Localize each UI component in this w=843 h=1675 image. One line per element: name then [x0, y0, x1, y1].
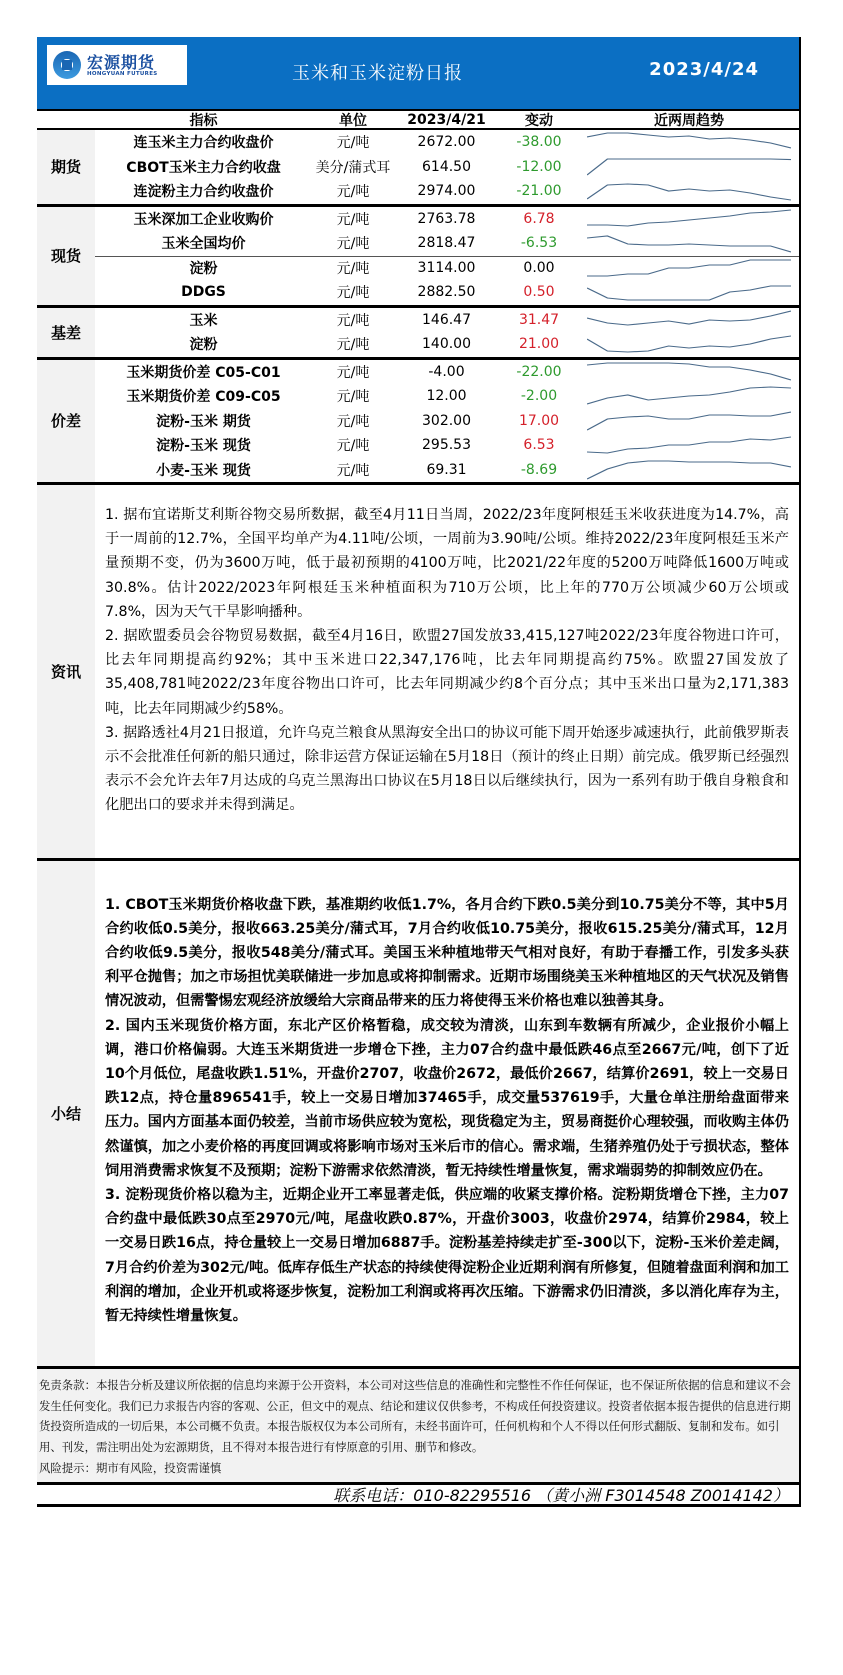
column-header-trend: 近两周趋势	[654, 112, 724, 129]
change-cell: -21.00	[516, 183, 562, 200]
report-header	[37, 37, 799, 109]
indicator-name: 玉米期货价差 C05-C01	[126, 364, 281, 381]
sparkline-chart	[579, 231, 799, 255]
unit-cell: 元/吨	[336, 364, 370, 381]
indicator-name: 淀粉-玉米 现货	[156, 438, 251, 455]
column-header-change: 变动	[525, 112, 553, 129]
table-row	[95, 155, 799, 180]
indicator-name: CBOT玉米主力合约收盘	[126, 159, 281, 176]
section-label: 期货	[37, 130, 95, 204]
table-row	[95, 207, 799, 232]
change-cell: 6.78	[523, 210, 555, 227]
unit-cell: 美分/蒲式耳	[315, 159, 391, 176]
sparkline-chart	[579, 332, 799, 356]
summary-paragraph: 3. 淀粉现货价格以稳为主，近期企业开工率显著走低，供应端的收紧支撑价格。淀粉期货增仓下挫，主力07合约盘中最低跌30点至2970元/吨，尾盘收跌0.87%，开盘价3003，收盘价2974，结算价2984，较上一交易日跌16点，持仓量较上一交易日增加6887手。淀粉基差持续走扩至-300以下，淀粉-玉米价差走阔，7月合约价差为302元/吨。低库存低生产状态的持续使得淀粉企业近期利润有所修复，但随着盘面利润和加工利润的增加，企业开机或将逐步恢复，淀粉加工利润或将再次压缩。下游需求仍旧清淡，多以消化库存为主，暂无持续性增量恢复。	[105, 1187, 789, 1325]
news-paragraph: 2. 据欧盟委员会谷物贸易数据，截至4月16日，欧盟27国发放33,415,127吨2022/23年度谷物进口许可，比去年同期提高约92%；其中玉米进口22,347,176吨，比去年同期提高约75%。欧盟27国发放了35,408,781吨2022/23年度谷物出口许可，比去年同期减少约8个百分点；其中玉米出口量为2,171,383吨，比去年同期减少约58%。	[105, 628, 789, 717]
value-cell: 2818.47	[417, 235, 476, 252]
column-header-value: 2023/4/21	[407, 111, 486, 128]
summary-label: 小结	[37, 861, 95, 1367]
value-cell: 295.53	[422, 437, 471, 454]
indicator-name: 小麦-玉米 现货	[156, 462, 251, 479]
table-row	[95, 458, 799, 483]
logo-mark-icon	[53, 51, 81, 79]
table-row	[95, 433, 799, 458]
indicator-name: 玉米全国均价	[161, 236, 246, 253]
section-label: 价差	[37, 360, 95, 483]
logo-chinese-name: 宏源期货	[87, 52, 156, 72]
news-body	[95, 485, 799, 858]
change-cell: -12.00	[516, 158, 562, 175]
indicator-name: DDGS	[181, 284, 226, 301]
value-cell: 2672.00	[417, 134, 476, 151]
table-row	[95, 130, 799, 155]
value-cell: 146.47	[422, 311, 471, 328]
company-logo	[47, 45, 187, 85]
indicator-name: 连玉米主力合约收盘价	[133, 135, 274, 152]
value-cell: 69.31	[426, 461, 467, 478]
change-cell: -38.00	[516, 134, 562, 151]
unit-cell: 元/吨	[336, 337, 370, 354]
unit-cell: 元/吨	[336, 135, 370, 152]
unit-cell: 元/吨	[336, 413, 370, 430]
change-cell: -8.69	[520, 461, 558, 478]
disclaimer-text: 免责条款：本报告分析及建议所依据的信息均来源于公开资料，本公司对这些信息的准确性和完整性不作任何保证，也不保证所依据的信息和建议不会发生任何变化。我们已力求报告内容的客观、公正，但文中的观点、结论和建议仅供参考，不构成任何投资建议。投资者依据本报告提供的信息进行期货投资所造成的一切后果，本公司概不负责。本报告版权仅为本公司所有，未经书面许可，任何机构和个人不得以任何形式翻版、复制和发布。如引用、刊发，需注明出处为宏源期货，且不得对本报告进行有悖原意的引用、删节和修改。	[39, 1378, 791, 1455]
value-cell: 140.00	[422, 336, 471, 353]
sparkline-chart	[579, 280, 799, 304]
sparkline-chart	[579, 409, 799, 433]
sparkline-chart	[579, 458, 799, 482]
logo-english-name: HONGYUAN FUTURES	[87, 70, 158, 77]
unit-cell: 元/吨	[336, 211, 370, 228]
table-row	[95, 384, 799, 409]
report-frame	[37, 37, 801, 1507]
news-section	[37, 485, 799, 861]
table-section	[37, 360, 799, 486]
column-header-indicator: 指标	[189, 112, 218, 129]
sparkline-chart	[579, 308, 799, 332]
sparkline-chart	[579, 256, 799, 280]
unit-cell: 元/吨	[336, 438, 370, 455]
sparkline-chart	[579, 130, 799, 154]
change-cell: 6.53	[523, 437, 555, 454]
table-row	[95, 332, 799, 357]
table-row	[95, 256, 799, 281]
value-cell: 3114.00	[417, 260, 476, 277]
table-row	[95, 308, 799, 333]
unit-cell: 元/吨	[336, 389, 370, 406]
unit-cell: 元/吨	[336, 261, 370, 278]
sparkline-chart	[579, 433, 799, 457]
indicator-name: 玉米期货价差 C09-C05	[126, 389, 281, 406]
report-date: 2023/4/24	[649, 59, 759, 80]
unit-cell: 元/吨	[336, 236, 370, 253]
change-cell: 21.00	[518, 336, 560, 353]
value-cell: 614.50	[422, 158, 471, 175]
unit-cell: 元/吨	[336, 462, 370, 479]
summary-paragraph: 1. CBOT玉米期货价格收盘下跌，基准期约收低1.7%，各月合约下跌0.5美分到10.75美分不等，其中5月合约收低0.5美分，报收663.25美分/蒲式耳，7月合约收低10.75美分，报收615.25美分/蒲式耳，12月合约收低9.5美分，报收548美分/蒲式耳。美国玉米种植地带天气相对良好，有助于春播工作，引发多头获利平仓抛售；加之市场担忧美联储进一步加息或将抑制需求。近期市场围绕美玉米种植地区的天气状况及销售情况波动，但需警惕宏观经济放缓给大宗商品带来的压力将使得玉米价格也难以独善其身。	[105, 896, 789, 1010]
summary-paragraph: 2. 国内玉米现货价格方面，东北产区价格暂稳，成交较为清淡，山东到车数辆有所减少，企业报价小幅上调，港口价格偏弱。大连玉米期货进一步增仓下挫，主力07合约盘中最低跌46点至2667元/吨，创下了近10个月低位，尾盘收跌1.51%，开盘价2707，收盘价2672，最低价2667，结算价2691，较上一交易日跌12点，持仓量896541手，较上一交易日增加37465手，成交量537619手，大量仓单注册给盘面带来压力。国内方面基本面仍较差，当前市场供应较为宽松，现货稳定为主，贸易商挺价心理较强，而收购主体仍然谨慎，加之小麦价格的再度回调或将影响市场对玉米后市的信心。需求端，生猪养殖仍处于亏损状态，整体饲用消费需求恢复不及预期；淀粉下游需求依然清淡，暂无持续性增量恢复，需求端弱势的抑制效应仍在。	[105, 1017, 789, 1179]
table-row	[95, 179, 799, 204]
sparkline-chart	[579, 179, 799, 203]
change-cell: -2.00	[520, 388, 558, 405]
table-row	[95, 409, 799, 434]
summary-section	[37, 861, 799, 1370]
change-cell: 31.47	[518, 311, 560, 328]
change-cell: 0.00	[523, 260, 555, 277]
sparkline-chart	[579, 384, 799, 408]
indicator-name: 玉米深加工企业收购价	[133, 211, 274, 228]
risk-warning: 风险提示：期市有风险，投资需谨慎	[39, 1460, 222, 1475]
indicator-name: 淀粉	[189, 337, 218, 354]
news-paragraph: 3. 据路透社4月21日报道，允许乌克兰粮食从黑海安全出口的协议可能下周开始逐步减速执行，此前俄罗斯表示不会批准任何新的船只通过，除非运营方保证运输在5月18日（预计的终止日期）前完成。俄罗斯已经强烈表示不会允许去年7月达成的乌克兰黑海出口协议在5月18日以后继续执行，因为一系列有助于俄自身粮食和化肥出口的要求并未得到满足。	[105, 724, 789, 814]
value-cell: 2974.00	[417, 183, 476, 200]
disclaimer	[37, 1369, 799, 1485]
unit-cell: 元/吨	[336, 285, 370, 302]
data-table	[37, 130, 799, 485]
table-section	[37, 207, 799, 308]
section-label: 基差	[37, 308, 95, 357]
table-column-header	[37, 109, 799, 130]
value-cell: 2763.78	[417, 210, 476, 227]
table-row	[95, 231, 799, 256]
value-cell: 2882.50	[417, 284, 476, 301]
change-cell: -6.53	[520, 235, 558, 252]
column-header-unit: 单位	[339, 112, 367, 129]
sparkline-chart	[579, 360, 799, 384]
news-paragraph: 1. 据布宜诺斯艾利斯谷物交易所数据，截至4月11日当周，2022/23年度阿根廷玉米收获进度为14.7%，高于一周前的12.7%，全国平均单产为4.11吨/公顷，一周前为3.90吨/公顷。维持2022/23年度阿根廷玉米产量预期不变，仍为3600万吨，低于最初预期的4100万吨，比2021/22年度的5200万吨降低1600万吨或30.8%。估计2022/2023年阿根廷玉米种植面积为710万公顷，比上年的770万公顷减少60万公顷或7.8%，因为天气干旱影响播种。	[105, 507, 789, 620]
summary-body	[95, 861, 799, 1367]
table-section	[37, 130, 799, 207]
change-cell: 17.00	[518, 412, 560, 429]
indicator-name: 淀粉	[189, 261, 218, 278]
section-label: 现货	[37, 207, 95, 305]
unit-cell: 元/吨	[336, 184, 370, 201]
value-cell: 12.00	[426, 388, 467, 405]
report-title: 玉米和玉米淀粉日报	[292, 63, 463, 84]
table-section	[37, 308, 799, 360]
sparkline-chart	[579, 155, 799, 179]
indicator-name: 淀粉-玉米 期货	[156, 413, 251, 430]
value-cell: 302.00	[422, 412, 471, 429]
change-cell: -22.00	[516, 363, 562, 380]
change-cell: 0.50	[523, 284, 555, 301]
daily-report	[37, 37, 801, 1507]
table-row	[95, 360, 799, 385]
sparkline-chart	[579, 207, 799, 231]
contact-info: 联系电话：010-82295516 （黄小洲 F3014548 Z0014142）	[37, 1485, 799, 1507]
table-row	[95, 280, 799, 305]
news-label: 资讯	[37, 485, 95, 858]
value-cell: -4.00	[428, 363, 465, 380]
indicator-name: 玉米	[189, 312, 218, 329]
unit-cell: 元/吨	[336, 312, 370, 329]
indicator-name: 连淀粉主力合约收盘价	[133, 184, 274, 201]
